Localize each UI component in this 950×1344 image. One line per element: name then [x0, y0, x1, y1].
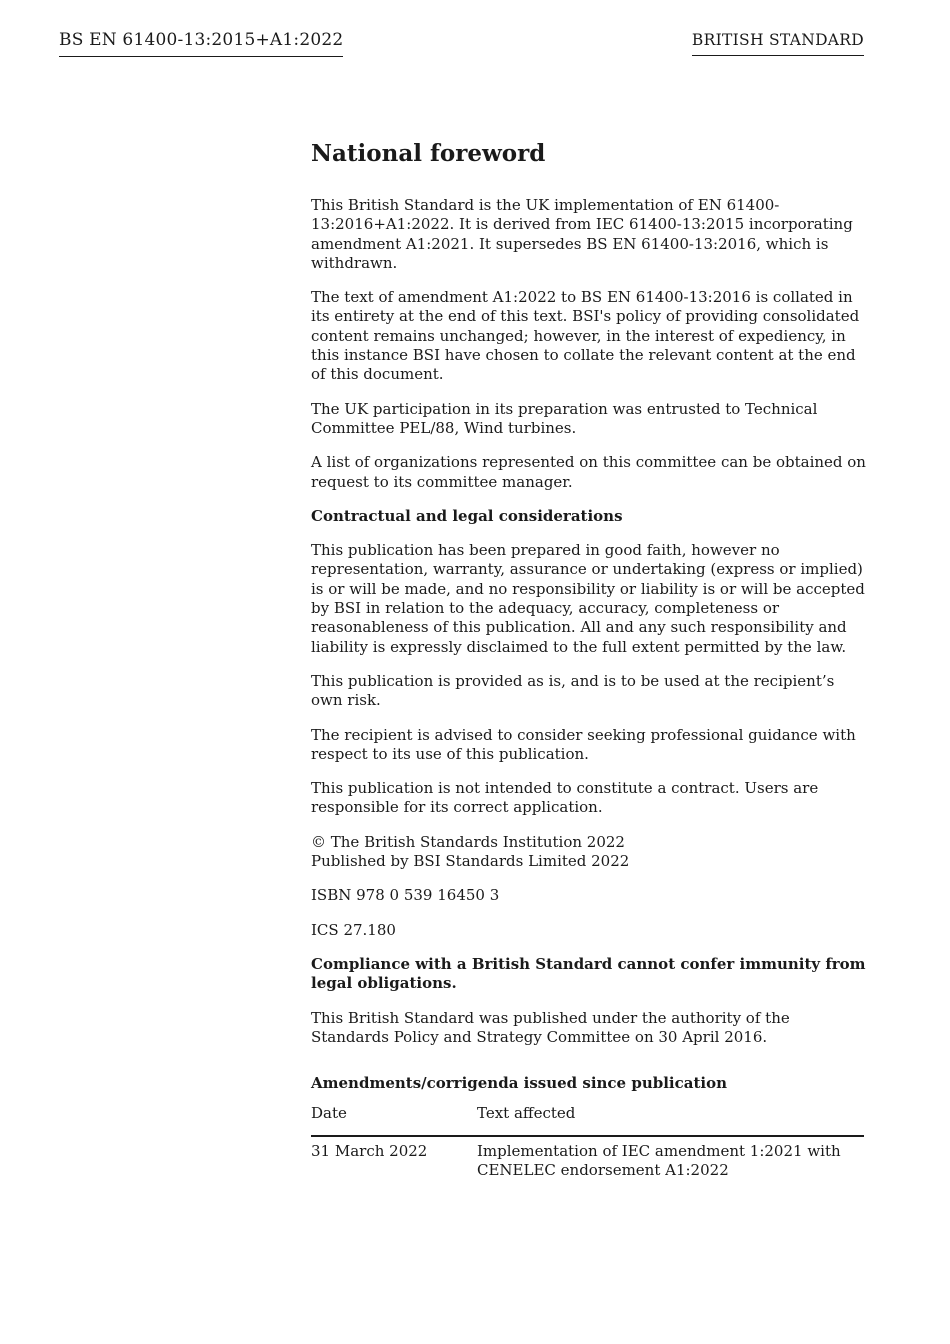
- column-header-date: Date: [311, 1104, 477, 1135]
- disclaimer-paragraph: This publication has been prepared in good faith, however no representation, warranty, assurance or undertaking (express or implied) is or will be made, and no responsibility or liability is or will be accepted by BSI in relation to the adequacy, accuracy, completeness or reasonableness of this publication. All and any such responsibility and liability is expressly disclaimed to the full extent permitted by the law.: [311, 541, 865, 656]
- amendment-text-line: CENELEC endorsement A1:2022: [477, 1160, 729, 1179]
- authority-paragraph: This British Standard was published under the authority of the Standards Policy and Strategy Committee on 30 April 2016.: [311, 1008, 790, 1046]
- amendment-collation-paragraph: The text of amendment A1:2022 to BS EN 61400-13:2016 is collated in its entirety at the end of this text. BSI's policy of providing consolidated content remains unchanged; however, in the interest of expediency, in this instance BSI have chosen to collate the relevant content at the end of this document.: [311, 288, 860, 384]
- amendments-heading: Amendments/corrigenda issued since publication: [311, 1074, 727, 1093]
- contract-paragraph: This publication is not intended to constitute a contract. Users are responsible for its correct application.: [311, 779, 819, 817]
- contractual-heading: Contractual and legal considerations: [311, 506, 623, 525]
- guidance-paragraph: The recipient is advised to consider seeking professional guidance with respect to its use of this publication.: [311, 725, 856, 763]
- amendment-text-affected: [477, 1136, 864, 1181]
- implementation-paragraph: This British Standard is the UK implementation of EN 61400-13:2016+A1:2022. It is derived from IEC 61400-13:2015 incorporating amendment A1:2021. It supersedes BS EN 61400-13:2016, which is withdrawn.: [311, 196, 853, 272]
- table-header-row: [311, 1104, 864, 1135]
- publisher-line: Published by BSI Standards Limited 2022: [311, 852, 630, 871]
- copyright-block: [311, 833, 867, 872]
- amendment-text-line: Implementation of IEC amendment 1:2021 with: [477, 1141, 841, 1160]
- committee-paragraph: The UK participation in its preparation was entrusted to Technical Committee PEL/88, Wind turbines.: [311, 399, 818, 437]
- organizations-paragraph: A list of organizations represented on this committee can be obtained on request to its committee manager.: [311, 453, 866, 491]
- ics-code: ICS 27.180: [311, 920, 396, 939]
- amendment-date: 31 March 2022: [311, 1141, 428, 1160]
- amendments-table: [311, 1104, 864, 1180]
- compliance-notice: Compliance with a British Standard cannot confer immunity from legal obligations.: [311, 954, 866, 993]
- copyright-line: © The British Standards Institution 2022: [311, 832, 625, 851]
- page-title: National foreword: [311, 140, 546, 167]
- table-row: [311, 1136, 864, 1181]
- document-id: BS EN 61400-13:2015+A1:2022: [59, 30, 343, 57]
- document-type: BRITISH STANDARD: [692, 31, 864, 56]
- column-header-text-affected: Text affected: [477, 1104, 864, 1135]
- risk-paragraph: This publication is provided as is, and is to be used at the recipient’s own risk.: [311, 671, 835, 710]
- national-foreword-section: [311, 138, 867, 1180]
- isbn: ISBN 978 0 539 16450 3: [311, 886, 500, 905]
